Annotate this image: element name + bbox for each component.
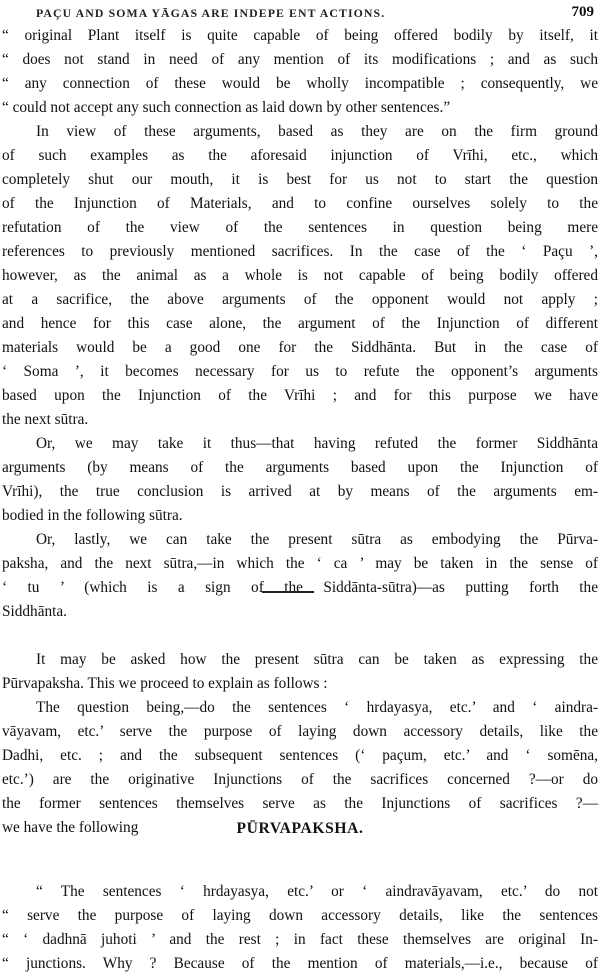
text-line: ‘ tu ’ (which is a sign of the Siddānta-sūtra)—as putting forth the (2, 579, 598, 596)
text-line: “ any connection of these would be wholly incompatible ; consequently, we (2, 75, 598, 92)
text-line: “ serve the purpose of laying down accessory details, like the sentences (2, 907, 598, 924)
running-title: PAÇU AND SOMA YĀGAS ARE INDEPE ENT ACTIONS. (36, 6, 386, 20)
text-line: “ The sentences ‘ hrdayasya, etc.’ or ‘ aindravāyavam, etc.’ do not (36, 883, 598, 900)
text-line: at a sacrifice, the above arguments of the opponent would not apply ; (2, 291, 598, 308)
text-line: the next sūtra. (2, 411, 89, 428)
section-heading: PŪRVAPAKSHA. (236, 820, 364, 837)
text-line: Vrīhi), the true conclusion is arrived at by means of the arguments em- (2, 483, 598, 500)
text-line: In view of these arguments, based as they are on the firm ground (36, 123, 598, 140)
text-line: “ does not stand in need of any mention of its modifications ; and as such (2, 51, 598, 68)
text-line: however, as the animal as a whole is not capable of being bodily offered (2, 267, 598, 284)
text-line: etc.’) are the originative Injunctions of the sacrifices concerned ?—or do (2, 771, 598, 788)
text-line: “ ‘ dadhnā juhoti ’ and the rest ; in fact these themselves are original In- (2, 931, 598, 948)
text-line: paksha, and the next sūtra,—in which the ‘ ca ’ may be taken in the sense of (2, 555, 598, 572)
text-line: ‘ Soma ’, it becomes necessary for us to refute the opponent’s arguments (2, 363, 598, 380)
text-line: arguments (by means of the arguments based upon the Injunction of (2, 459, 598, 476)
text-line: Siddhānta. (2, 603, 68, 620)
text-line: the former sentences themselves serve as the Injunctions of sacrifices ?— (2, 795, 598, 812)
text-line: we have the following (2, 819, 139, 836)
text-line: completely shut our mouth, it is best for us not to start the question (2, 171, 598, 188)
text-line: “ original Plant itself is quite capable of being offered bodily by itself, it (2, 27, 598, 44)
text-line: Dadhi, etc. ; and the subsequent sentences (‘ paçum, etc.’ and ‘ somēna, (2, 747, 598, 764)
section-divider (262, 591, 314, 593)
text-line: Or, lastly, we can take the present sūtra as embodying the Pūrva- (36, 531, 598, 548)
text-line: of the Injunction of Materials, and to confine ourselves solely to the (2, 195, 598, 212)
text-line: It may be asked how the present sūtra can be taken as expressing the (36, 651, 598, 668)
text-line: bodied in the following sūtra. (2, 507, 183, 524)
text-line: “ could not accept any such connection as laid down by other sentences.” (2, 99, 451, 116)
text-line: refutation of the view of the sentences in question being mere (2, 219, 598, 236)
text-line: “ junctions. Why ? Because of the mention of materials,—i.e., because of (2, 955, 598, 972)
text-line: vāyavam, etc.’ serve the purpose of laying down accessory details, like the (2, 723, 598, 740)
text-line: Or, we may take it thus—that having refuted the former Siddhānta (36, 435, 598, 452)
text-line: and hence for this case alone, the argument of the Injunction of different (2, 315, 598, 332)
text-line: Pūrvapaksha. This we proceed to explain as follows : (2, 675, 328, 692)
text-line: references to previously mentioned sacrifices. In the case of the ‘ Paçu ’, (2, 243, 598, 260)
text-line: The question being,—do the sentences ‘ hrdayasya, etc.’ and ‘ aindra- (36, 699, 598, 716)
text-line: materials would be a good one for the Siddhānta. But in the case of (2, 339, 598, 356)
text-line: based upon the Injunction of the Vrīhi ; and for this purpose we have (2, 387, 598, 404)
text-line: of such examples as the aforesaid injunction of Vrīhi, etc., which (2, 147, 598, 164)
page-number: 709 (571, 4, 594, 20)
